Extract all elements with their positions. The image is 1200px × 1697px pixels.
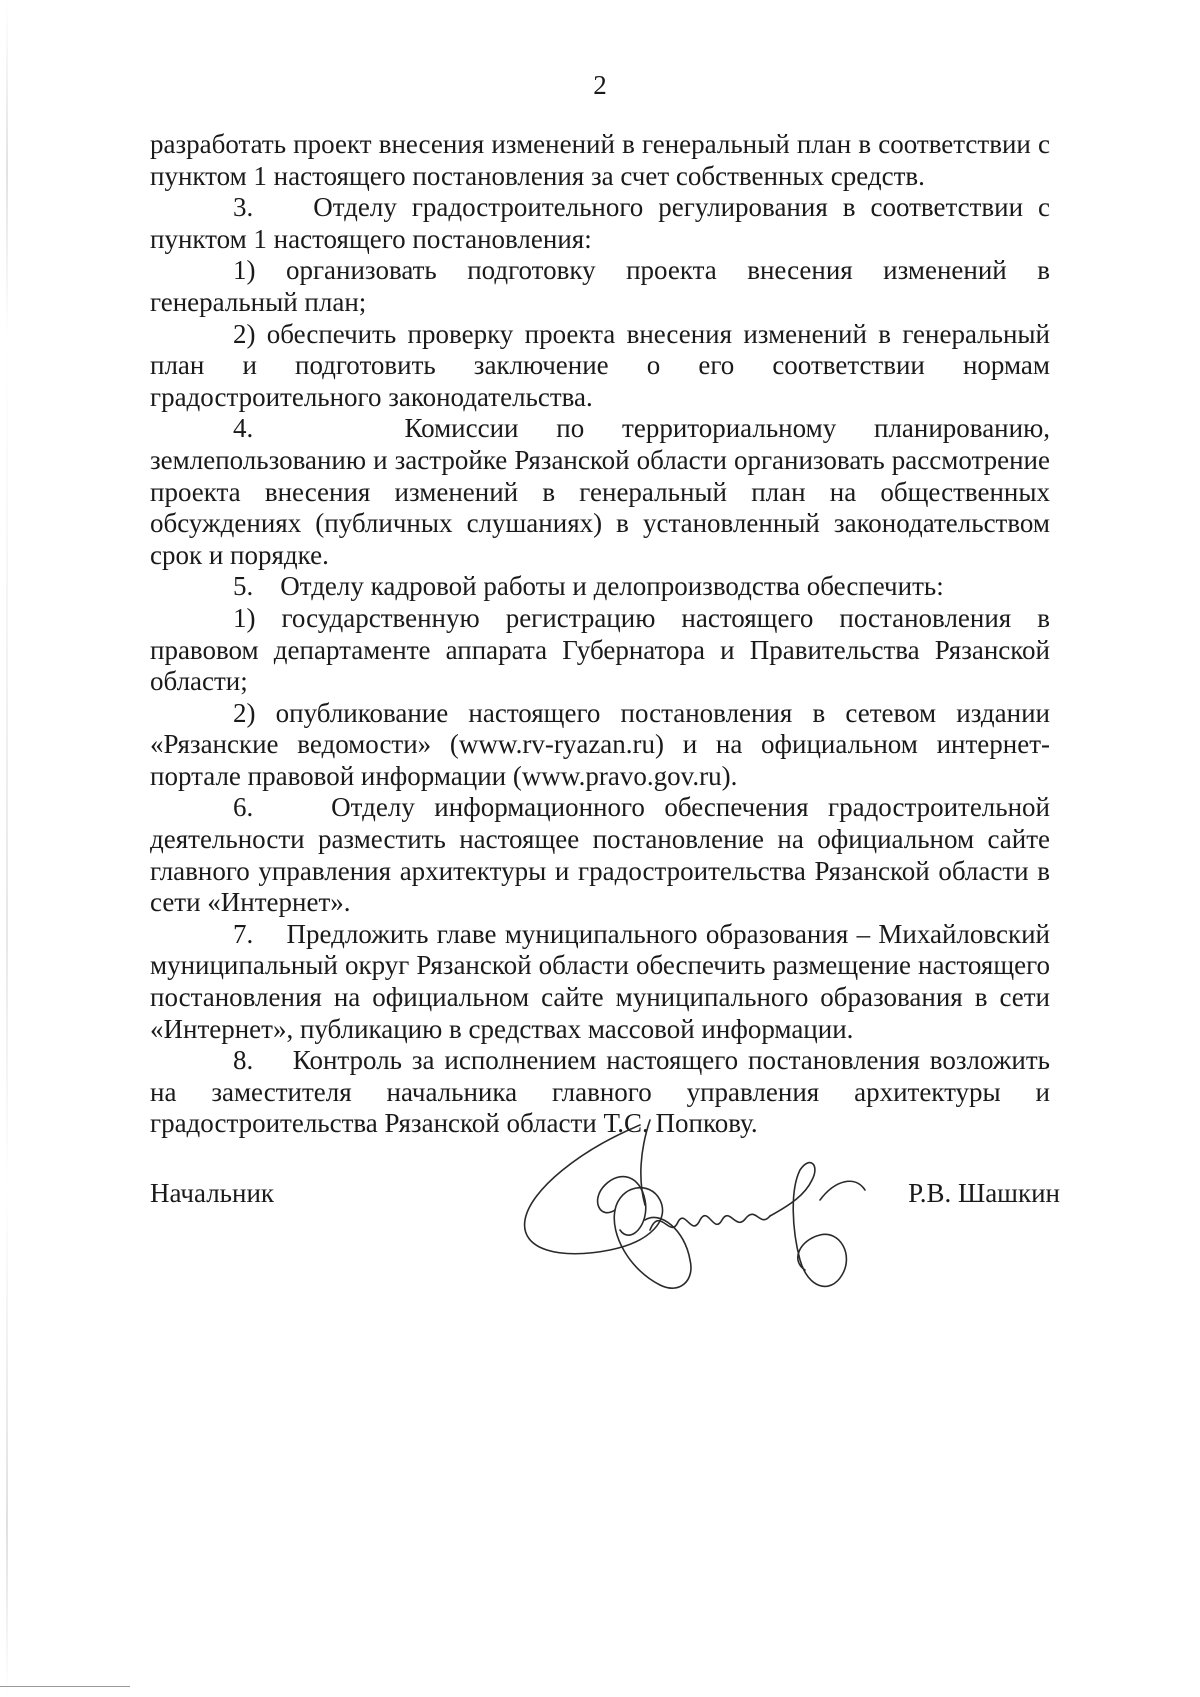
paragraph-item-4: 4. Комиссии по территориальному планированию, землепользованию и застройке Рязанской области организовать рассмотрение проекта внесения изменений в генеральный план на общественных обсуждениях (публичных слушаниях) в установленный законодательством срок и порядке. xyxy=(150,413,1050,570)
paragraph-item-5-2: 2) опубликование настоящего постановления в сетевом издании «Рязанские ведомости» (www.rv-ryazan.ru) и на официальном интернет-портале правовой информации (www.pravo.gov.ru). xyxy=(150,697,1050,791)
paragraph-item-7: 7. Предложить главе муниципального образования – Михайловский муниципальный округ Рязанской области обеспечить размещение настоящего постановления на официальном сайте муниципального образования в сети «Интернет», публикацию в средствах массовой информации. xyxy=(150,918,1050,1044)
paragraph-item-3-1: 1) организовать подготовку проекта внесения изменений в генеральный план; xyxy=(150,255,1050,317)
paragraph-item-6: 6. Отделу информационного обеспечения градостроительной деятельности разместить настоящее постановление на официальном сайте главного управления архитектуры и градостроительства Рязанской области в сети «Интернет». xyxy=(150,792,1050,918)
paragraph-item-5-1: 1) государственную регистрацию настоящего постановления в правовом департаменте аппарата Губернатора и Правительства Рязанской области; xyxy=(150,602,1050,697)
signature-block xyxy=(150,1178,1060,1218)
paragraph-continuation: разработать проект внесения изменений в генеральный план в соответствии с пунктом 1 настоящего постановления за счет собственных средств. xyxy=(150,129,1050,191)
paragraph-item-3: 3. Отделу градостроительного регулирования в соответствии с пунктом 1 настоящего постановления: xyxy=(150,192,1050,254)
paragraph-item-3-2: 2) обеспечить проверку проекта внесения изменений в генеральный план и подготовить заключение о его соответствии нормам градостроительного законодательства. xyxy=(150,318,1050,412)
paragraph-item-5: 5. Отделу кадровой работы и делопроизводства обеспечить: xyxy=(233,571,944,602)
scan-bottom-rule xyxy=(0,1686,130,1687)
scan-edge-mark xyxy=(6,0,8,1697)
document-body xyxy=(150,129,1050,1140)
page-number: 2 xyxy=(593,70,607,100)
paragraph-item-8: 8. Контроль за исполнением настоящего постановления возложить на заместителя начальника главного управления архитектуры и градостроительства Рязанской области Т.С. Попкову. xyxy=(150,1045,1050,1139)
signatory-title: Начальник xyxy=(150,1178,275,1208)
signatory-name: Р.В. Шашкин xyxy=(908,1178,1060,1208)
